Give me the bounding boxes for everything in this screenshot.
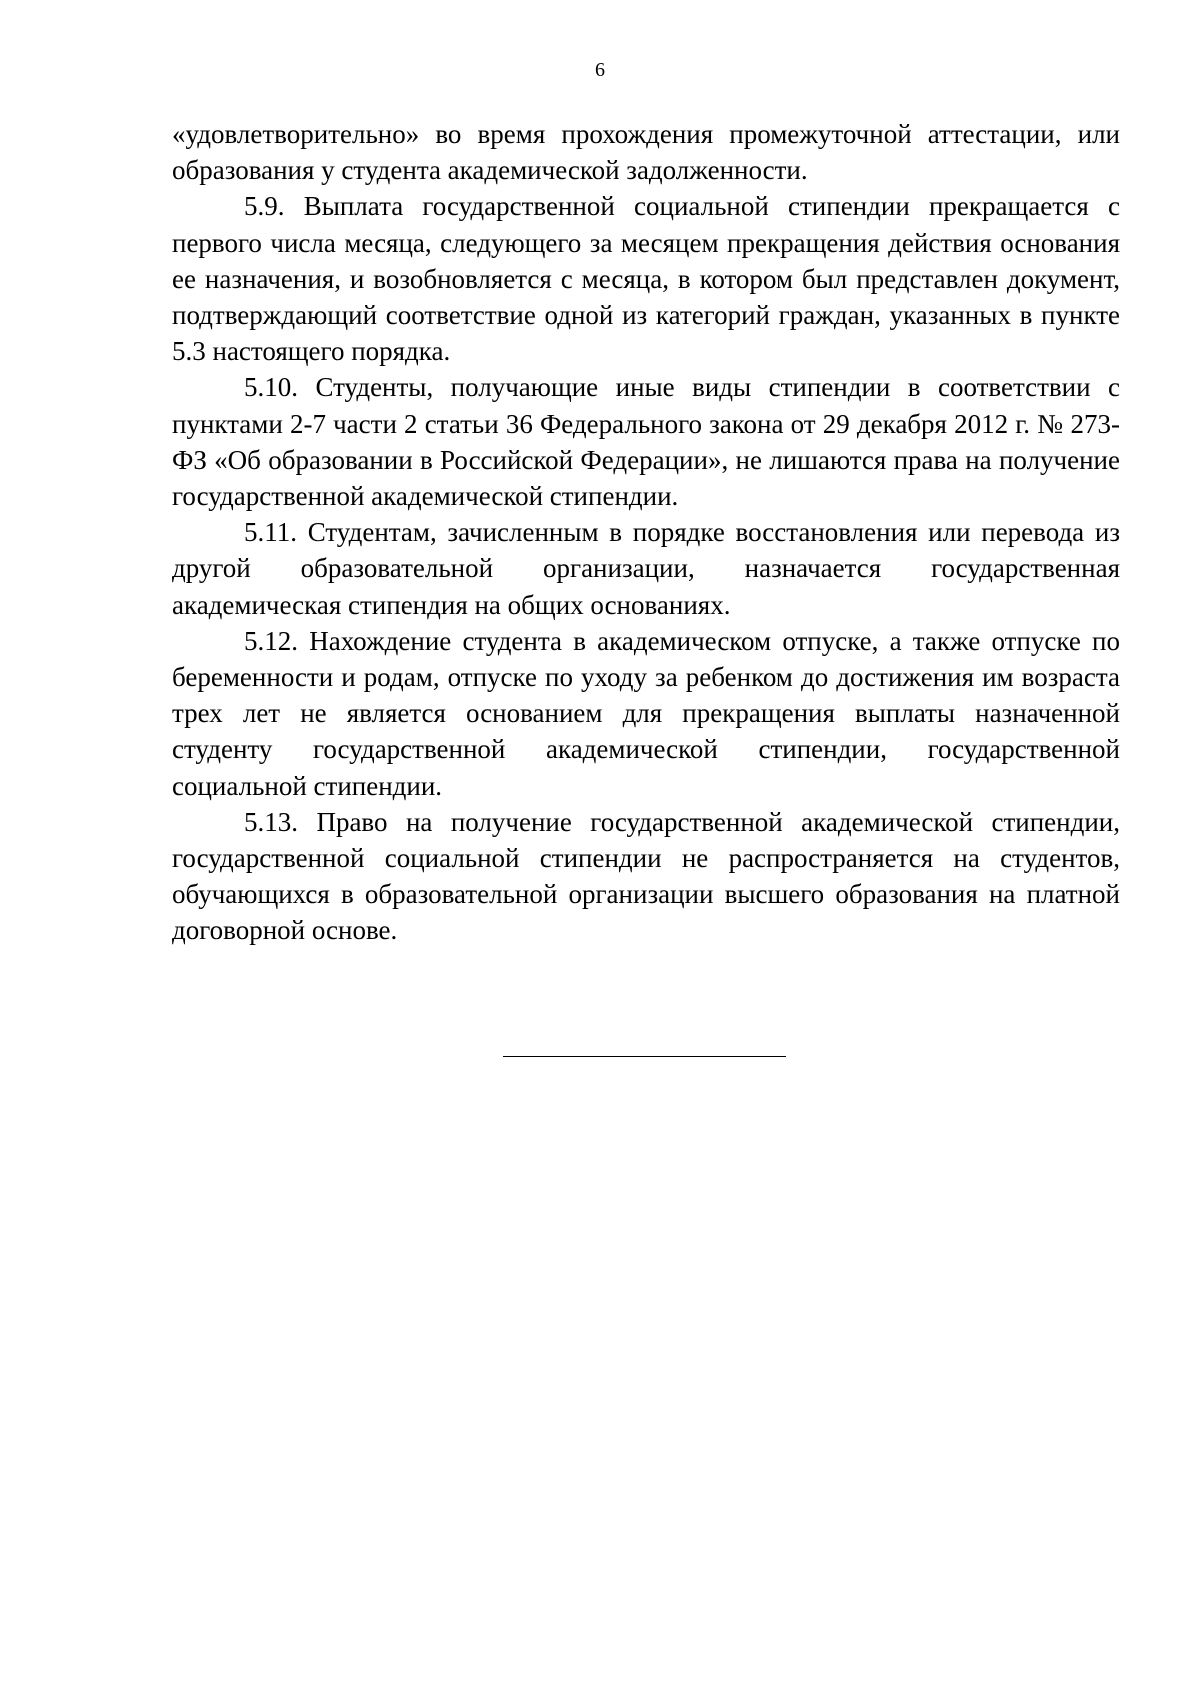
paragraph-5-13: 5.13. Право на получение государственной академической стипендии, государственной социальной стипендии не распространяется на студентов, обучающихся в образовательной организации высшего образования на платной договорной основе. — [172, 806, 1120, 946]
paragraph-continuation: «удовлетворительно» во время прохождения промежуточной аттестации, или образования у студента академической задолженности. — [172, 119, 1120, 186]
document-body — [172, 116, 1120, 949]
paragraph-5-9: 5.9. Выплата государственной социальной стипендии прекращается с первого числа месяца, следующего за месяцем прекращения действия основания ее назначения, и возобновляется с месяца, в котором был представлен документ, подтверждающий соответствие одной из категорий граждан, указанных в пункте 5.3 настоящего порядка. — [172, 191, 1120, 367]
end-of-document-rule — [503, 1056, 786, 1057]
paragraph-5-11: 5.11. Студентам, зачисленным в порядке восстановления или перевода из другой образовательной организации, назначается государственная академическая стипендия на общих основаниях. — [172, 517, 1120, 620]
paragraph-5-10: 5.10. Студенты, получающие иные виды стипендии в соответствии с пунктами 2-7 части 2 статьи 36 Федерального закона от 29 декабря 2012 г. № 273-ФЗ «Об образовании в Российской Федерации», не лишаются права на получение государственной академической стипендии. — [172, 372, 1120, 512]
paragraph-5-12: 5.12. Нахождение студента в академическом отпуске, а также отпуске по беременности и родам, отпуске по уходу за ребенком до достижения им возраста трех лет не является основанием для прекращения выплаты назначенной студенту государственной академической стипендии, государственной социальной стипендии. — [172, 625, 1120, 801]
page-number: 6 — [595, 59, 605, 81]
